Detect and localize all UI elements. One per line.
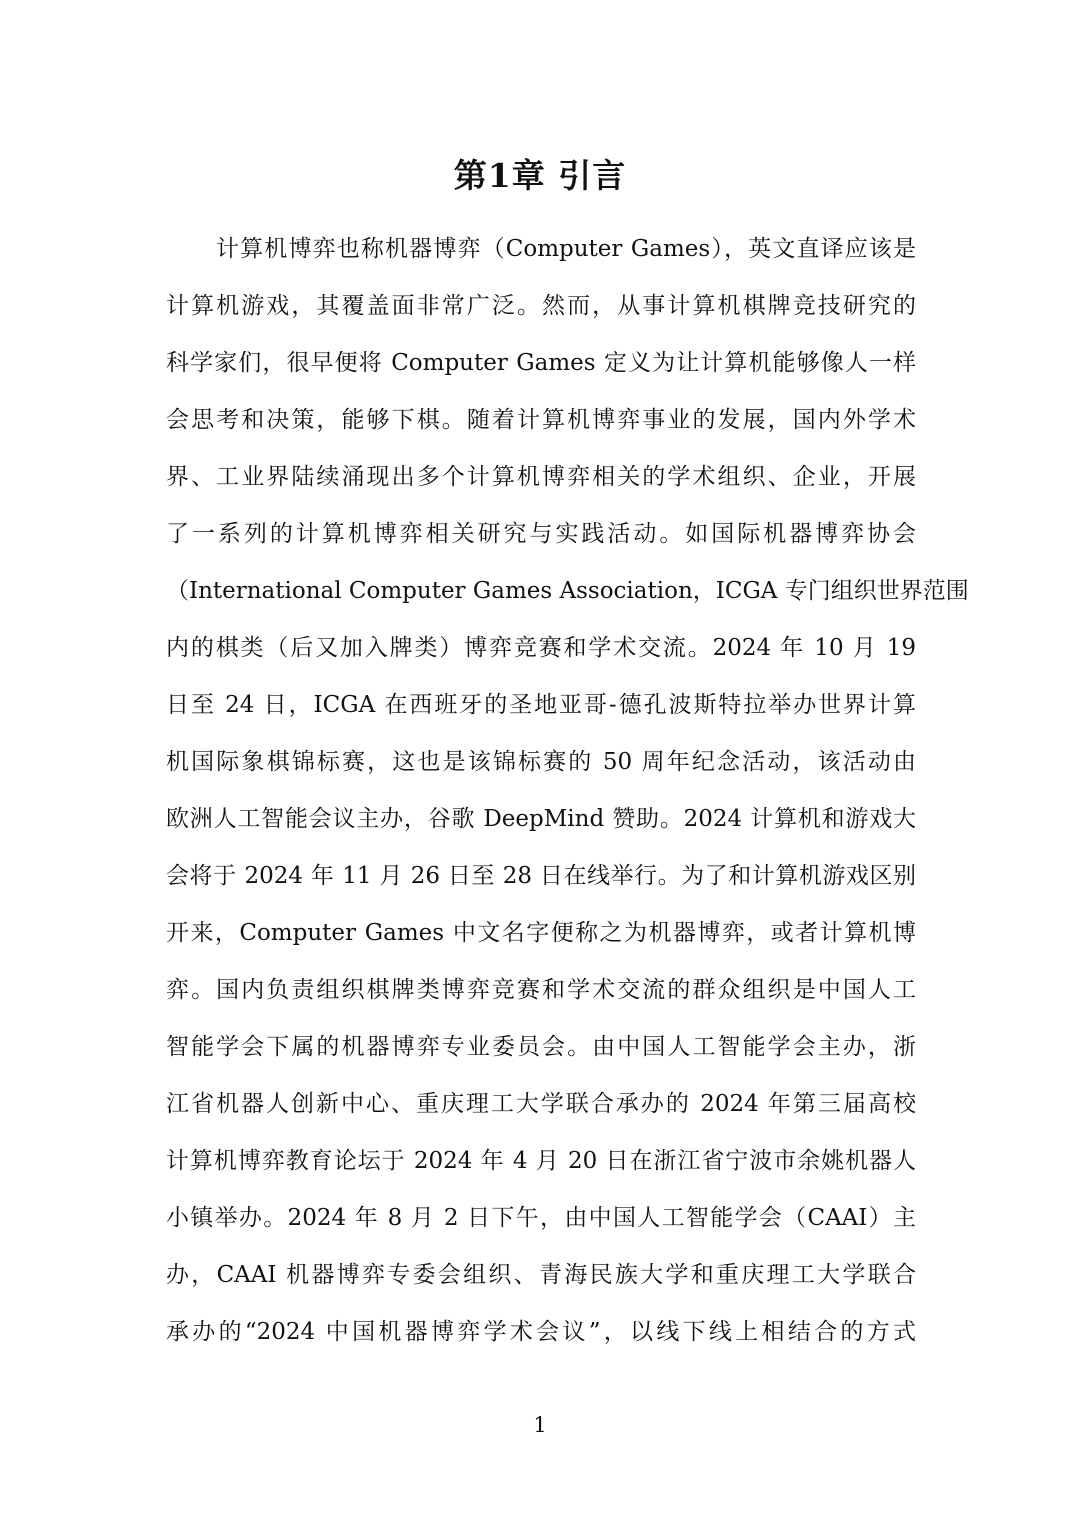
paragraph-line: 江省机器人创新中心、重庆理工大学联合承办的 2024 年第三届高校: [166, 1091, 916, 1117]
paragraph-line: 科学家们，很早便将 Computer Games 定义为让计算机能够像人一样: [166, 350, 916, 376]
paragraph-line: 了一系列的计算机博弈相关研究与实践活动。如国际机器博弈协会: [166, 521, 916, 547]
paragraph-line: 承办的“2024 中国机器博弈学术会议”，以线下线上相结合的方式: [166, 1319, 916, 1345]
paragraph-line: 欧洲人工智能会议主办，谷歌 DeepMind 赞助。2024 计算机和游戏大: [166, 806, 916, 832]
paragraph-line: 界、工业界陆续涌现出多个计算机博弈相关的学术组织、企业，开展: [166, 464, 916, 490]
paragraph-line: 日至 24 日，ICGA 在西班牙的圣地亚哥-德孔波斯特拉举办世界计算: [166, 692, 916, 718]
paragraph-line: 会将于 2024 年 11 月 26 日至 28 日在线举行。为了和计算机游戏区别: [166, 863, 916, 889]
paragraph-line: 开来，Computer Games 中文名字便称之为机器博弈，或者计算机博: [166, 920, 916, 946]
paragraph-line: 办，CAAI 机器博弈专委会组织、青海民族大学和重庆理工大学联合: [166, 1262, 916, 1288]
paragraph-line: 内的棋类（后又加入牌类）博弈竞赛和学术交流。2024 年 10 月 19: [166, 635, 916, 661]
paragraph-line: 计算机游戏，其覆盖面非常广泛。然而，从事计算机棋牌竞技研究的: [166, 293, 916, 319]
body-paragraph: [166, 221, 969, 1361]
paragraph-line: （International Computer Games Association，ICGA 专门组织世界范围: [166, 578, 969, 604]
paragraph-line: 机国际象棋锦标赛，这也是该锦标赛的 50 周年纪念活动，该活动由: [166, 749, 916, 775]
paragraph-line: 计算机博弈也称机器博弈（Computer Games），英文直译应该是: [216, 236, 916, 262]
paragraph-line: 小镇举办。2024 年 8 月 2 日下午，由中国人工智能学会（CAAI）主: [166, 1205, 916, 1231]
paragraph-line: 计算机博弈教育论坛于 2024 年 4 月 20 日在浙江省宁波市余姚机器人: [166, 1148, 916, 1174]
paragraph-line: 弈。国内负责组织棋牌类博弈竞赛和学术交流的群众组织是中国人工: [166, 977, 916, 1003]
paragraph-line: 智能学会下属的机器博弈专业委员会。由中国人工智能学会主办，浙: [166, 1034, 916, 1060]
chapter-title: 第1章 引言: [453, 156, 627, 195]
page-number: 1: [533, 1413, 547, 1437]
paragraph-line: 会思考和决策，能够下棋。随着计算机博弈事业的发展，国内外学术: [166, 407, 916, 433]
